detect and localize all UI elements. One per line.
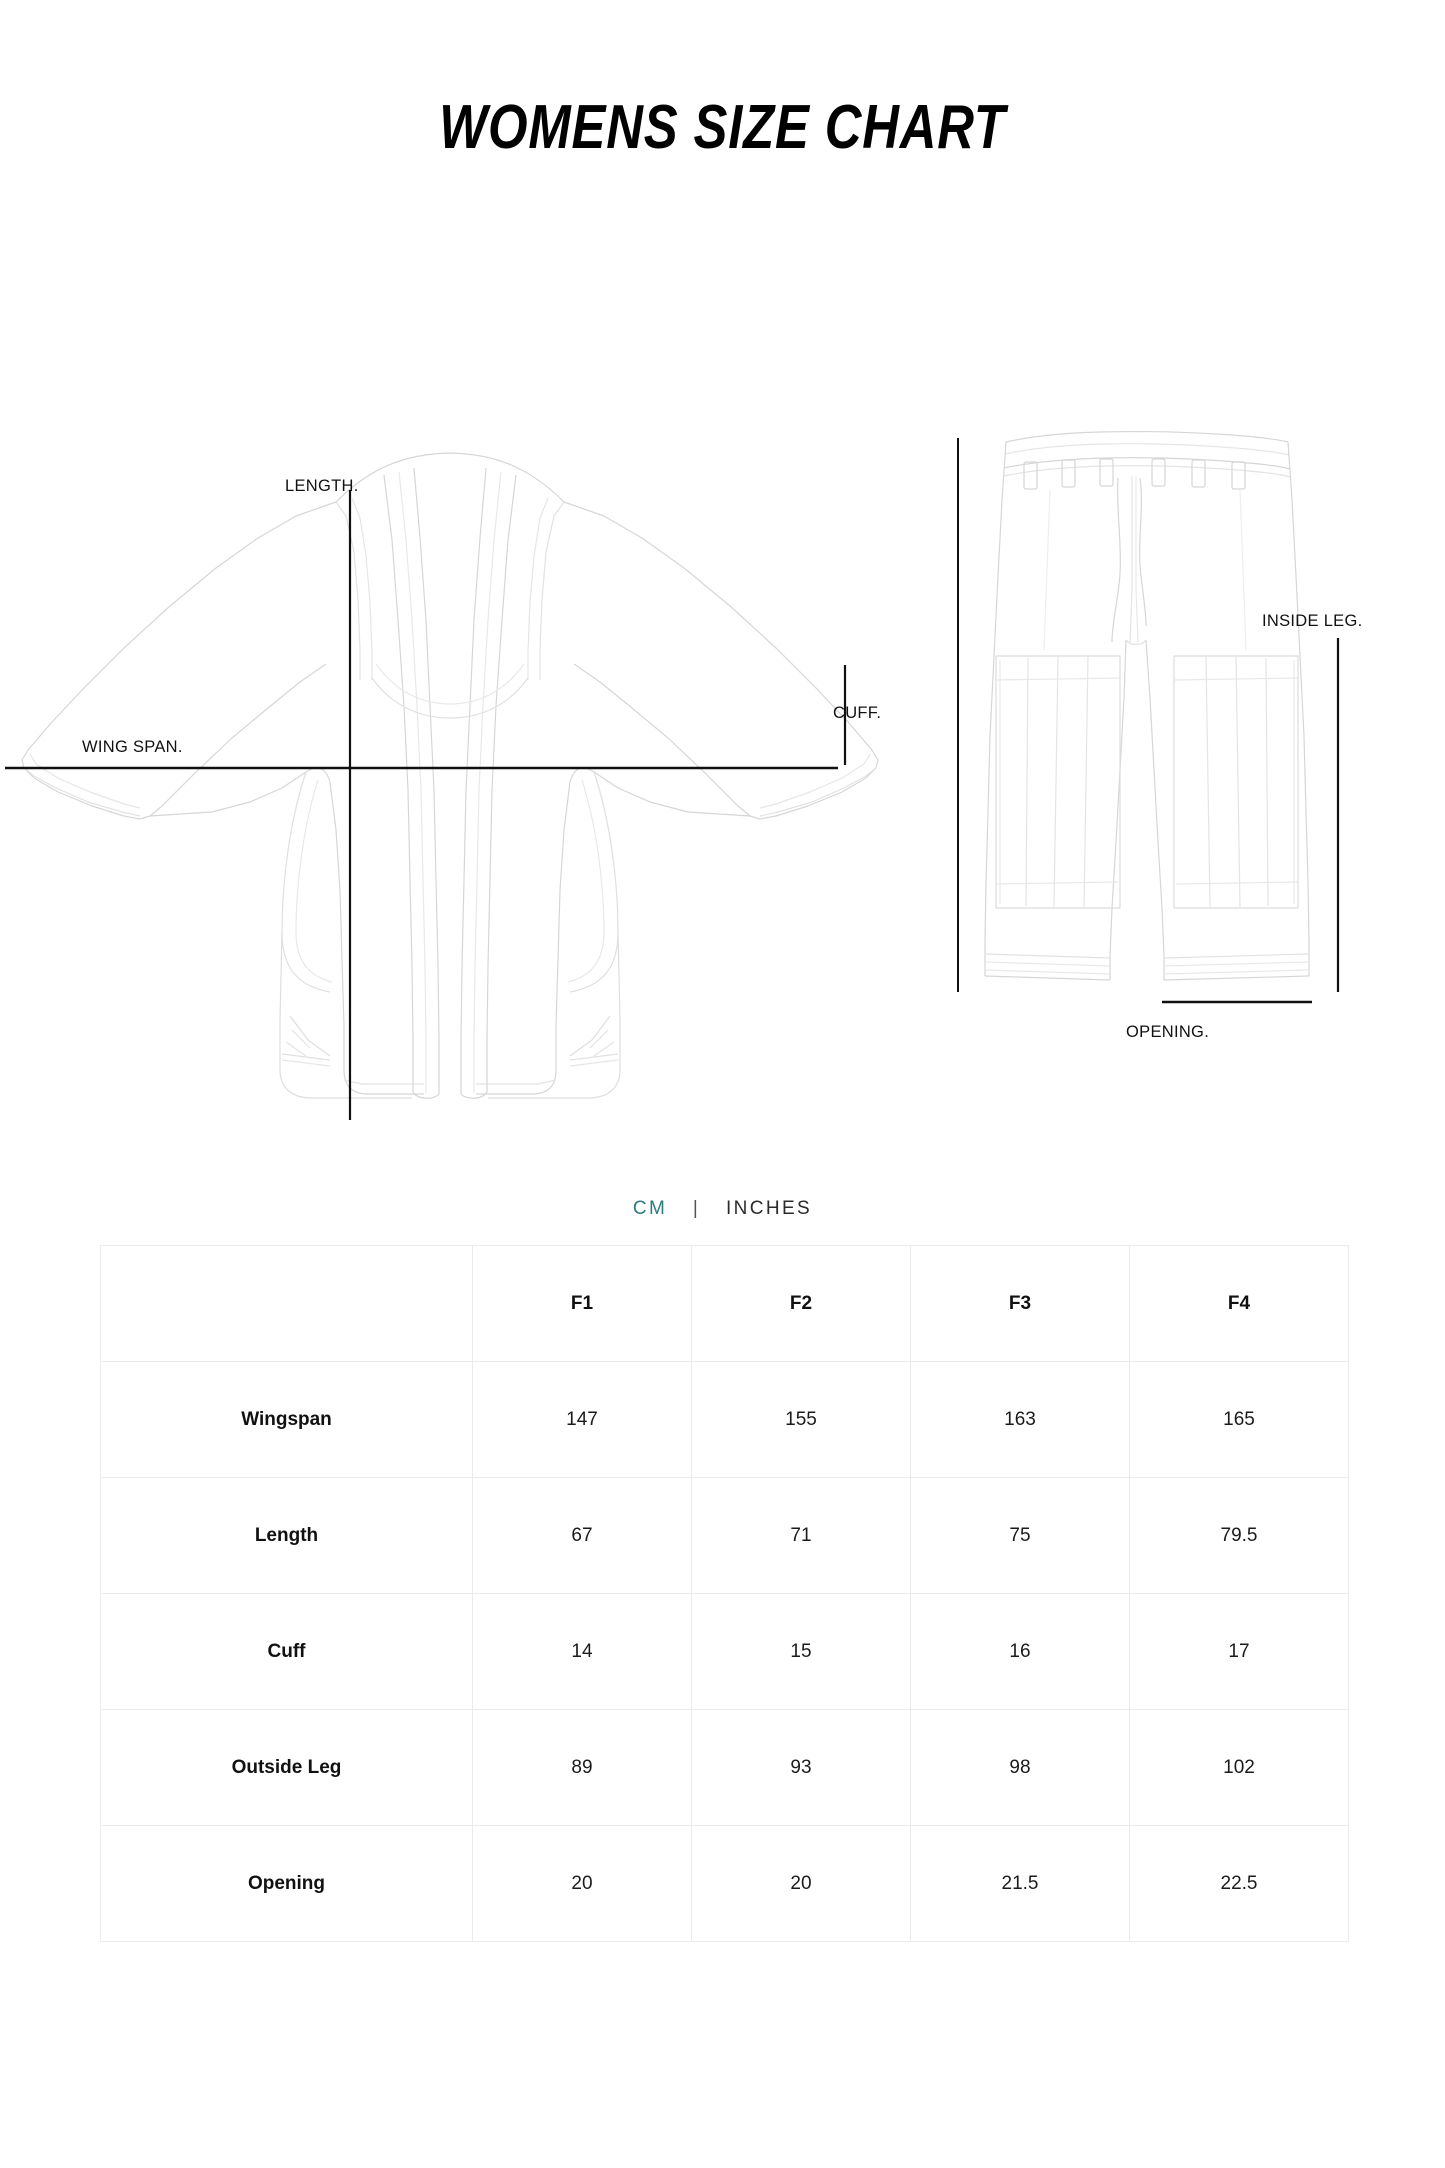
page-title: WOMENS SIZE CHART [439, 93, 1006, 162]
gi-jacket-technical-drawing [0, 420, 900, 1120]
table-row [101, 1594, 1349, 1710]
cell-cuff-f3: 16 [911, 1594, 1130, 1710]
cell-length-f3: 75 [911, 1478, 1130, 1594]
table-corner-header [101, 1246, 473, 1362]
cell-cuff-f1: 14 [473, 1594, 692, 1710]
table-row [101, 1362, 1349, 1478]
length-label: LENGTH. [285, 477, 359, 495]
row-label-length: Length [101, 1478, 473, 1594]
cell-outside-leg-f1: 89 [473, 1710, 692, 1826]
technical-drawings [0, 420, 1445, 1120]
cuff-label: CUFF. [833, 704, 882, 722]
unit-toggle-cm[interactable]: CM [632, 1198, 668, 1219]
cell-opening-f1: 20 [473, 1826, 692, 1942]
cell-outside-leg-f3: 98 [911, 1710, 1130, 1826]
cell-wingspan-f1: 147 [473, 1362, 692, 1478]
cell-opening-f2: 20 [692, 1826, 911, 1942]
cell-wingspan-f3: 163 [911, 1362, 1130, 1478]
table-row [101, 1710, 1349, 1826]
cell-length-f1: 67 [473, 1478, 692, 1594]
cell-outside-leg-f4: 102 [1130, 1710, 1349, 1826]
row-label-opening: Opening [101, 1826, 473, 1942]
column-header-f2: F2 [692, 1246, 911, 1362]
wingspan-label: WING SPAN. [82, 738, 183, 756]
row-label-outside-leg: Outside Leg [101, 1710, 473, 1826]
unit-toggle-separator: | [692, 1198, 701, 1219]
cell-opening-f3: 21.5 [911, 1826, 1130, 1942]
table-header-row [101, 1246, 1349, 1362]
cell-wingspan-f2: 155 [692, 1362, 911, 1478]
column-header-f4: F4 [1130, 1246, 1349, 1362]
table-row [101, 1478, 1349, 1594]
size-chart-table [100, 1245, 1349, 1942]
cell-length-f4: 79.5 [1130, 1478, 1349, 1594]
cell-cuff-f4: 17 [1130, 1594, 1349, 1710]
gi-pants-technical-drawing [940, 350, 1360, 1050]
column-header-f1: F1 [473, 1246, 692, 1362]
table-row [101, 1826, 1349, 1942]
cell-length-f2: 71 [692, 1478, 911, 1594]
opening-label: OPENING. [1126, 1023, 1210, 1041]
cell-wingspan-f4: 165 [1130, 1362, 1349, 1478]
cell-opening-f4: 22.5 [1130, 1826, 1349, 1942]
inside-leg-label: INSIDE LEG. [1262, 612, 1363, 630]
row-label-cuff: Cuff [101, 1594, 473, 1710]
unit-toggle-inches[interactable]: INCHES [725, 1198, 813, 1219]
unit-toggle [0, 1198, 1445, 1220]
row-label-wingspan: Wingspan [101, 1362, 473, 1478]
column-header-f3: F3 [911, 1246, 1130, 1362]
cell-cuff-f2: 15 [692, 1594, 911, 1710]
cell-outside-leg-f2: 93 [692, 1710, 911, 1826]
